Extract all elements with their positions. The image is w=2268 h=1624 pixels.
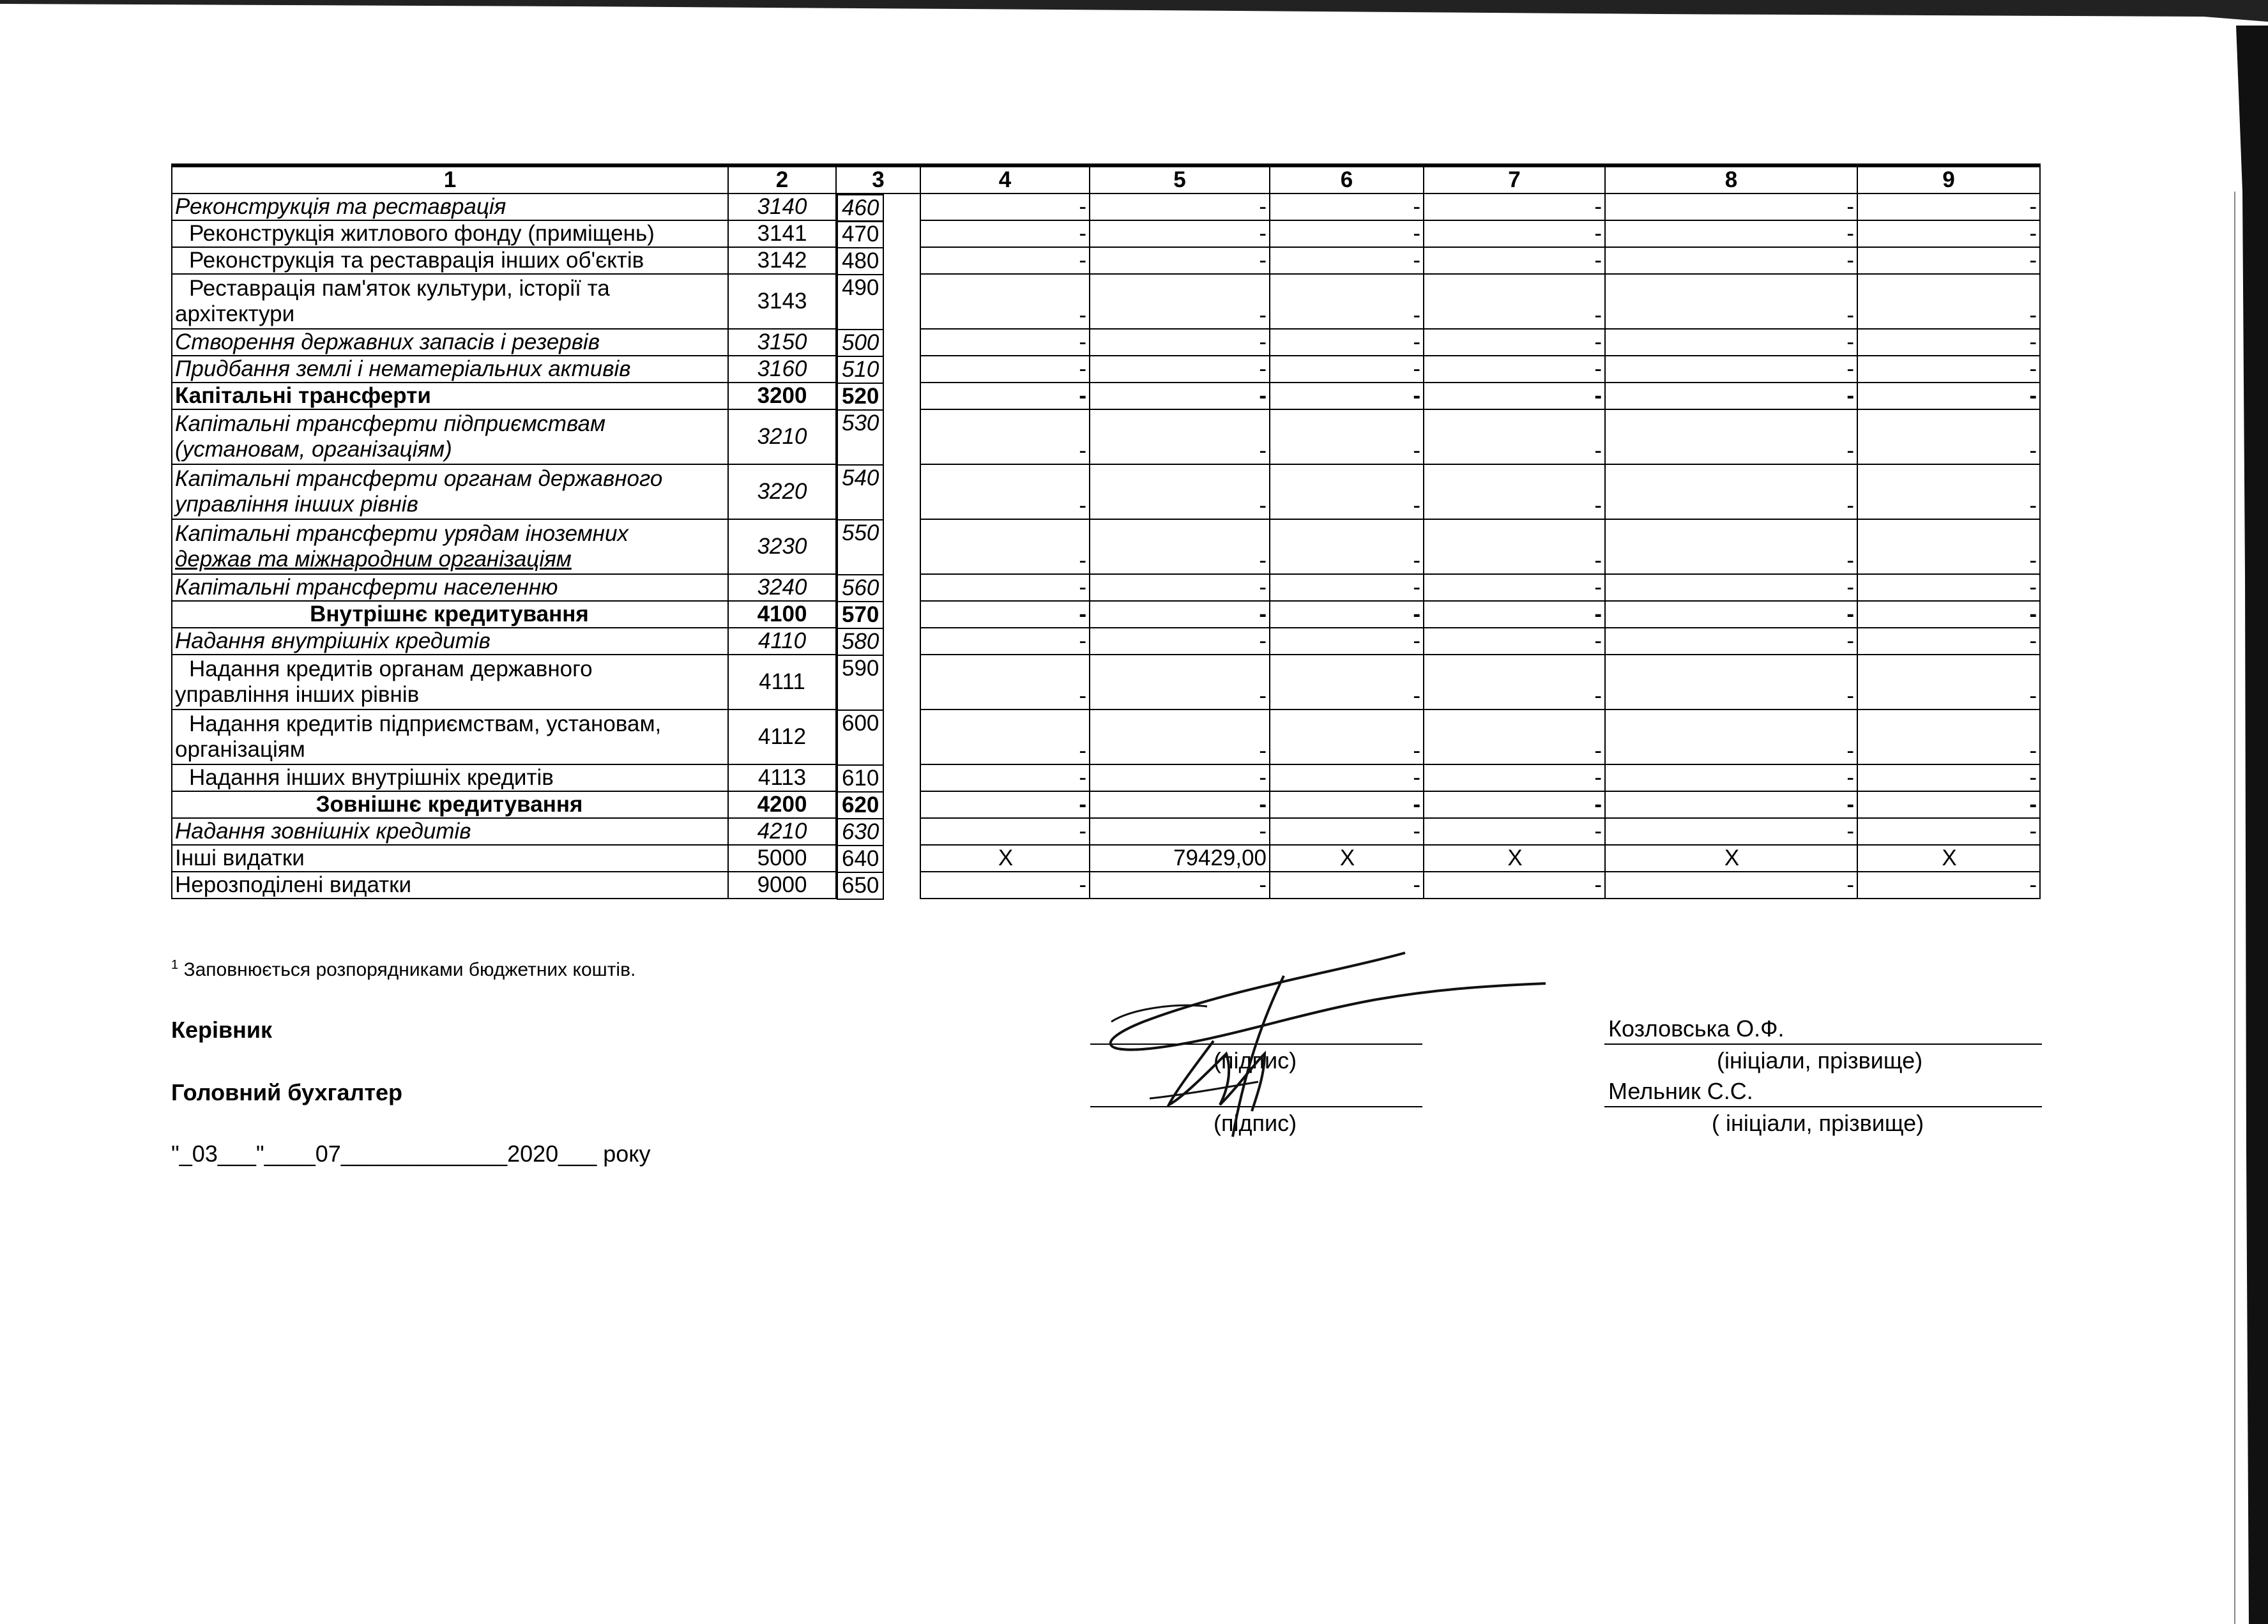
row-name-line: Капітальні трансферти урядам іноземних	[175, 521, 628, 546]
accountant-name-line	[1604, 1106, 2042, 1107]
row-value: -	[1605, 818, 1857, 845]
row-value: -	[1270, 247, 1424, 274]
row-value: -	[1424, 409, 1605, 464]
row-value: -	[1270, 655, 1424, 710]
row-line-code: 470	[837, 220, 884, 248]
row-value: -	[920, 383, 1090, 409]
row-value: -	[1270, 464, 1424, 519]
row-name-line: Капітальні трансферти підприємствам	[175, 411, 605, 436]
footnote	[171, 958, 635, 981]
row-value: -	[920, 764, 1090, 791]
row-line-code: 500	[837, 329, 884, 357]
row-value: -	[920, 872, 1090, 899]
row-value: -	[920, 574, 1090, 601]
row-value: -	[1605, 655, 1857, 710]
chief-accountant-label: Головний бухгалтер	[171, 1079, 403, 1105]
row-code: 3142	[728, 247, 836, 274]
row-name: Реконструкція та реставрація інших об'єктів	[172, 247, 728, 274]
table-row	[172, 464, 2040, 519]
row-value: -	[1605, 791, 1857, 818]
table-row	[172, 655, 2040, 710]
row-value: -	[1605, 329, 1857, 356]
row-line-code: 510	[837, 356, 884, 384]
row-value: -	[1605, 710, 1857, 764]
accountant-signature-caption: (підпис)	[1214, 1110, 1297, 1136]
row-name: Внутрішнє кредитування	[172, 601, 728, 628]
column-header: 9	[1857, 165, 2040, 194]
footnote-text: Заповнюється розпорядниками бюджетних коштів.	[183, 959, 636, 980]
table-row	[172, 845, 2040, 872]
row-value: -	[1424, 274, 1605, 329]
row-value: -	[1424, 356, 1605, 383]
head-name-line	[1604, 1043, 2042, 1045]
row-line-code: 620	[837, 791, 884, 819]
row-code: 3210	[728, 409, 836, 464]
table-row	[172, 628, 2040, 655]
table-row	[172, 383, 2040, 409]
row-value: -	[1857, 356, 2040, 383]
row-value: -	[1270, 791, 1424, 818]
row-name	[172, 464, 728, 519]
date-line: "_03___"____07_____________2020___ року	[171, 1141, 651, 1167]
row-value: -	[1270, 194, 1424, 220]
row-code: 4110	[728, 628, 836, 655]
row-code: 9000	[728, 872, 836, 899]
row-value: -	[1424, 655, 1605, 710]
row-value: -	[1090, 383, 1270, 409]
row-value: -	[1090, 464, 1270, 519]
row-value: -	[1424, 519, 1605, 574]
row-line-code: 580	[837, 628, 884, 656]
row-value: -	[1424, 194, 1605, 220]
row-line-code: 530	[837, 409, 884, 466]
row-value: -	[1424, 247, 1605, 274]
row-value: -	[920, 409, 1090, 464]
row-name	[172, 409, 728, 464]
head-name: Козловська О.Ф.	[1608, 1015, 1785, 1042]
head-name-caption: (ініціали, прізвище)	[1717, 1047, 1923, 1074]
row-value: -	[1424, 464, 1605, 519]
row-value: -	[1270, 710, 1424, 764]
row-value: -	[1857, 220, 2040, 247]
row-value: -	[1424, 791, 1605, 818]
row-value: -	[1424, 601, 1605, 628]
row-name: Надання зовнішніх кредитів	[172, 818, 728, 845]
row-value: -	[1424, 818, 1605, 845]
row-name: Інші видатки	[172, 845, 728, 872]
row-name: Капітальні трансферти населенню	[172, 574, 728, 601]
row-value: -	[1270, 764, 1424, 791]
column-header: 2	[728, 165, 836, 194]
table-row	[172, 274, 2040, 329]
row-value: -	[1605, 194, 1857, 220]
table-row	[172, 247, 2040, 274]
row-value: -	[1090, 274, 1270, 329]
row-value: -	[920, 194, 1090, 220]
row-code: 4100	[728, 601, 836, 628]
row-value: -	[1424, 710, 1605, 764]
head-signature-caption: (підпис)	[1214, 1047, 1297, 1074]
row-name: Придбання землі і нематеріальних активів	[172, 356, 728, 383]
row-value: -	[1270, 356, 1424, 383]
row-value: -	[1605, 519, 1857, 574]
row-value: -	[1090, 655, 1270, 710]
table-row	[172, 356, 2040, 383]
row-value: Х	[1270, 845, 1424, 872]
row-name	[172, 274, 728, 329]
row-name	[172, 710, 728, 764]
table-row	[172, 872, 2040, 899]
row-name-line: держав та міжнародним організаціям	[175, 547, 572, 572]
row-code: 4111	[728, 655, 836, 710]
row-value: -	[1270, 574, 1424, 601]
row-value: -	[1090, 791, 1270, 818]
table-row	[172, 601, 2040, 628]
row-line-code: 520	[837, 383, 884, 411]
row-value: -	[1857, 247, 2040, 274]
table-row	[172, 791, 2040, 818]
row-value: -	[1605, 601, 1857, 628]
column-header: 3	[836, 165, 920, 194]
row-line-code: 630	[837, 818, 884, 846]
row-code: 3143	[728, 274, 836, 329]
row-line-code: 650	[837, 872, 884, 900]
row-name: Реконструкція та реставрація	[172, 194, 728, 220]
row-value: -	[1605, 247, 1857, 274]
row-code: 4200	[728, 791, 836, 818]
table-row	[172, 329, 2040, 356]
row-value: -	[1857, 409, 2040, 464]
row-value: -	[1090, 409, 1270, 464]
row-value: -	[1270, 628, 1424, 655]
row-value: -	[920, 519, 1090, 574]
row-name: Реконструкція житлового фонду (приміщень)	[172, 220, 728, 247]
row-value: -	[1424, 628, 1605, 655]
row-value: -	[920, 329, 1090, 356]
row-value: -	[920, 220, 1090, 247]
row-name-line: управління інших рівнів	[175, 492, 418, 517]
row-value: Х	[1424, 845, 1605, 872]
row-code: 4112	[728, 710, 836, 764]
row-value: -	[1857, 628, 2040, 655]
accountant-name: Мельник С.С.	[1608, 1078, 1753, 1104]
row-value: -	[1857, 383, 2040, 409]
scan-edge-top	[0, 0, 2268, 22]
row-value: -	[1857, 791, 2040, 818]
row-value: -	[1605, 383, 1857, 409]
row-value: -	[1605, 409, 1857, 464]
row-value: -	[1605, 464, 1857, 519]
row-name	[172, 655, 728, 710]
column-header: 8	[1605, 165, 1857, 194]
row-value: -	[920, 710, 1090, 764]
row-value: Х	[1605, 845, 1857, 872]
row-code: 3220	[728, 464, 836, 519]
row-line-code: 540	[837, 464, 884, 520]
row-value: -	[1090, 194, 1270, 220]
row-value: -	[920, 464, 1090, 519]
row-name-line: Реставрація пам'яток культури, історії та	[189, 276, 610, 301]
row-code: 3240	[728, 574, 836, 601]
row-value: -	[1090, 872, 1270, 899]
row-name-line: Надання кредитів органам державного	[189, 656, 593, 681]
row-value: -	[1424, 329, 1605, 356]
row-name: Надання внутрішніх кредитів	[172, 628, 728, 655]
row-name-line: Надання кредитів підприємствам, установам,	[189, 711, 662, 736]
row-line-code: 460	[837, 194, 884, 222]
column-header: 7	[1424, 165, 1605, 194]
row-value: -	[920, 791, 1090, 818]
row-value: 79429,00	[1090, 845, 1270, 872]
row-value: -	[1270, 519, 1424, 574]
table-row	[172, 818, 2040, 845]
row-value: -	[1270, 872, 1424, 899]
row-value: -	[1605, 872, 1857, 899]
row-name-line: управління інших рівнів	[175, 682, 420, 707]
row-value: -	[1270, 220, 1424, 247]
row-code: 3150	[728, 329, 836, 356]
row-line-code: 490	[837, 274, 884, 330]
row-name: Надання інших внутрішніх кредитів	[172, 764, 728, 791]
row-value: -	[920, 601, 1090, 628]
row-value: -	[1424, 574, 1605, 601]
row-code: 3140	[728, 194, 836, 220]
row-value: -	[1857, 519, 2040, 574]
row-value: -	[1857, 710, 2040, 764]
row-value: -	[920, 818, 1090, 845]
table-row	[172, 764, 2040, 791]
row-value: -	[920, 274, 1090, 329]
row-value: -	[1090, 601, 1270, 628]
accountant-name-caption: ( ініціали, прізвище)	[1712, 1110, 1924, 1136]
row-line-code: 550	[837, 519, 884, 575]
row-value: -	[1090, 628, 1270, 655]
table-row	[172, 194, 2040, 220]
row-value: -	[1270, 601, 1424, 628]
row-value: -	[1605, 764, 1857, 791]
row-value: -	[1270, 818, 1424, 845]
row-code: 3230	[728, 519, 836, 574]
row-name-line: Капітальні трансферти органам державного	[175, 466, 663, 491]
row-value: -	[1424, 764, 1605, 791]
row-value: -	[1090, 329, 1270, 356]
row-line-code: 610	[837, 764, 884, 793]
row-value: -	[1090, 764, 1270, 791]
row-name-line: архітектури	[175, 301, 295, 326]
row-value: -	[1270, 383, 1424, 409]
row-code: 3141	[728, 220, 836, 247]
row-value: -	[1857, 818, 2040, 845]
row-code: 3160	[728, 356, 836, 383]
row-value: -	[1857, 464, 2040, 519]
row-value: -	[920, 247, 1090, 274]
row-name	[172, 519, 728, 574]
row-name: Капітальні трансферти	[172, 383, 728, 409]
row-value: -	[1424, 220, 1605, 247]
row-value: Х	[1857, 845, 2040, 872]
row-value: -	[1090, 574, 1270, 601]
head-label: Керівник	[171, 1017, 273, 1043]
row-value: -	[1424, 872, 1605, 899]
row-line-code: 590	[837, 655, 884, 711]
expenditure-table	[171, 163, 2041, 899]
column-header: 4	[920, 165, 1090, 194]
row-code: 4210	[728, 818, 836, 845]
row-value: -	[1857, 574, 2040, 601]
row-value: -	[1857, 872, 2040, 899]
column-number-row	[172, 165, 2040, 194]
row-value: -	[1090, 356, 1270, 383]
row-value: -	[1090, 220, 1270, 247]
row-line-code: 480	[837, 247, 884, 275]
row-code: 5000	[728, 845, 836, 872]
row-name-line: організаціям	[175, 737, 305, 762]
row-line-code: 600	[837, 710, 884, 766]
row-name: Створення державних запасів і резервів	[172, 329, 728, 356]
table-row	[172, 409, 2040, 464]
row-value: -	[1605, 574, 1857, 601]
row-value: -	[1090, 818, 1270, 845]
scan-edge-right	[2223, 0, 2268, 1624]
row-value: -	[1270, 329, 1424, 356]
column-header: 5	[1090, 165, 1270, 194]
row-name: Зовнішнє кредитування	[172, 791, 728, 818]
table-row	[172, 710, 2040, 764]
row-value: -	[1605, 628, 1857, 655]
row-name: Нерозподілені видатки	[172, 872, 728, 899]
footnote-mark: 1	[171, 958, 179, 972]
row-value: -	[1857, 601, 2040, 628]
table-row	[172, 519, 2040, 574]
row-value: -	[1857, 655, 2040, 710]
row-value: -	[1424, 383, 1605, 409]
row-value: -	[1857, 274, 2040, 329]
row-name-line: (установам, організаціям)	[175, 437, 452, 462]
row-value: -	[1090, 710, 1270, 764]
row-code: 4113	[728, 764, 836, 791]
row-line-code: 640	[837, 845, 884, 873]
row-value: -	[1090, 519, 1270, 574]
handwritten-signature	[1073, 945, 1571, 1162]
row-line-code: 560	[837, 574, 884, 602]
row-code: 3200	[728, 383, 836, 409]
row-value: -	[1605, 356, 1857, 383]
row-value: -	[920, 628, 1090, 655]
row-value: -	[920, 655, 1090, 710]
row-value: -	[1090, 247, 1270, 274]
row-value: -	[920, 356, 1090, 383]
row-value: -	[1857, 764, 2040, 791]
row-value: -	[1270, 409, 1424, 464]
row-line-code: 570	[837, 601, 884, 629]
row-value: -	[1857, 329, 2040, 356]
row-value: -	[1857, 194, 2040, 220]
column-header: 6	[1270, 165, 1424, 194]
table-row	[172, 574, 2040, 601]
row-value: -	[1605, 220, 1857, 247]
row-value: -	[1270, 274, 1424, 329]
column-header: 1	[172, 165, 728, 194]
table-row	[172, 220, 2040, 247]
row-value: -	[1605, 274, 1857, 329]
row-value: Х	[920, 845, 1090, 872]
